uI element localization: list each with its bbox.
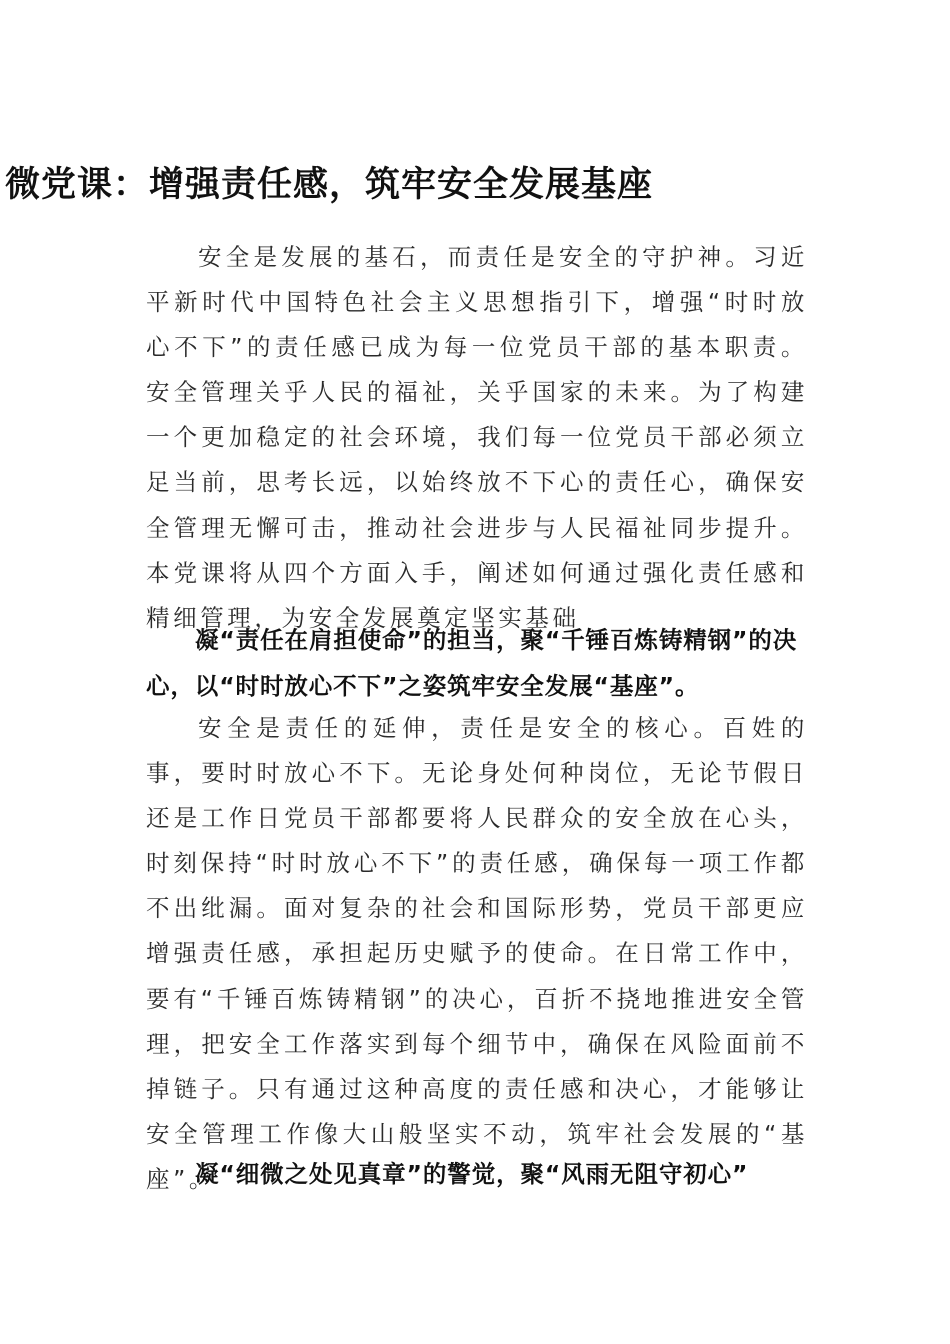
section-heading-2: 凝“细微之处见真章”的警觉，聚“风雨无阻守初心” <box>195 1160 749 1188</box>
paragraph-intro: 安全是发展的基石，而责任是安全的守护神。习近平新时代中国特色社会主义思想指引下，增强“时时放心不下”的责任感已成为每一位党员干部的基本职责。安全管理关乎人民的福祉，关乎国家的未来。为了构建一个更加稳定的社会环境，我们每一位党员干部必须立足当前，思考长远，以始终放不下心的责任心，确保安全管理无懈可击，推动社会进步与人民福祉同步提升。本党课将从四个方面入手，阐述如何通过强化责任感和精细管理，为安全发展奠定坚实基础 <box>146 243 808 632</box>
document-title: 微党课：增强责任感，筑牢安全发展基座 <box>4 164 653 205</box>
paragraph-section-1: 安全是责任的延伸，责任是安全的核心。百姓的事，要时时放心不下。无论身处何种岗位，无论节假日还是工作日党员干部都要将人民群众的安全放在心头，时刻保持“时时放心不下”的责任感，确保每一项工作都不出纰漏。面对复杂的社会和国际形势，党员干部更应增强责任感，承担起历史赋予的使命。在日常工作中，要有“千锤百炼铸精钢”的决心，百折不挠地推进安全管理，把安全工作落实到每个细节中，确保在风险面前不掉链子。只有通过这种高度的责任感和决心，才能够让安全管理工作像大山般坚实不动，筑牢社会发展的“基座”。 <box>146 714 808 1193</box>
section-heading-1: 凝“责任在肩担使命”的担当，聚“千锤百炼铸精钢”的决心，以“时时放心不下”之姿筑牢安全发展“基座”。 <box>146 626 798 700</box>
